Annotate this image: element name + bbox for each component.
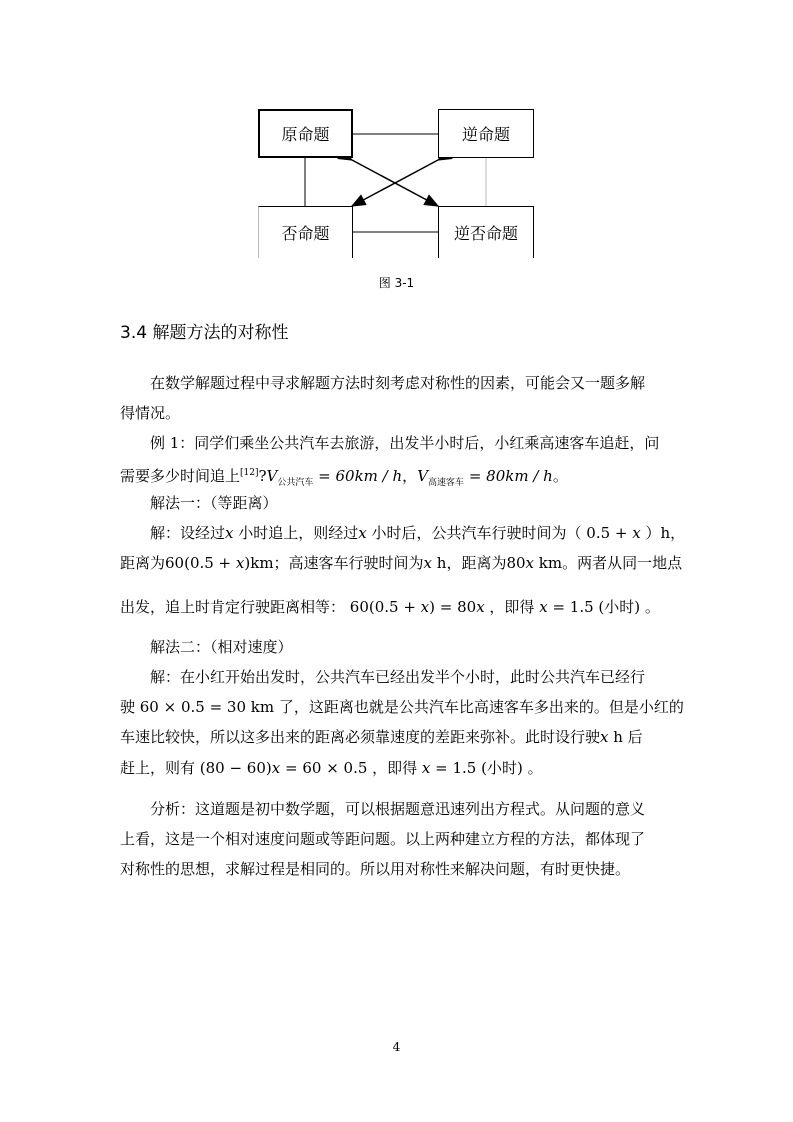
box-inverse-proposition: [258, 206, 353, 258]
method1-line-2: 距离为60(0.5 + x)km；高速客车行驶时间为x h，距离为80x km。两者从同一地点: [120, 554, 683, 572]
express-speed: = 80km / h: [464, 467, 553, 485]
page-number: 4: [392, 1040, 401, 1054]
example-line-2: 需要多少时间追上$[12]?V_{公共汽车} = 60km / h$，$V_{高速客车} = 80km / h$。: [120, 467, 568, 488]
box-inverse-label: 否命题: [281, 224, 330, 243]
box-converse-label: 逆命题: [461, 125, 510, 144]
method2-line-2: 驶 60 × 0.5 = 30 km 了，这距离也就是公共汽车比高速客车多出来的。但是小红的: [120, 698, 684, 716]
figure-caption: 图 3-1: [378, 276, 415, 290]
analysis-line-2: 上看，这是一个相对速度问题或等距问题。以上两种建立方程的方法，都体现了: [120, 830, 646, 848]
box-converse-proposition: [438, 109, 534, 158]
method2-title: 解法二：（相对速度）: [150, 638, 293, 656]
method1-title: 解法一：（等距离）: [150, 494, 278, 512]
citation-ref: [12]: [240, 468, 259, 478]
method2-line-3: 车速比较快，所以这多出来的距离必须靠速度的差距来弥补。此时设行驶x h 后: [120, 728, 643, 746]
intro-line-1: 在数学解题过程中寻求解题方法时刻考虑对称性的因素，可能会又一题多解: [150, 374, 646, 392]
diagram-connectors: [0, 0, 793, 300]
box-contrapositive-proposition: [438, 206, 534, 258]
box-original-proposition: [258, 109, 353, 158]
box-contrapositive-label: 逆否命题: [453, 224, 518, 243]
method2-line-4: 赶上，则有 (80 − 60)x = 60 × 0.5 ，即得 x = 1.5 (小时) 。: [120, 759, 543, 777]
intro-line-2: 得情况。: [120, 404, 181, 422]
bus-speed: = 60km / h: [313, 467, 403, 485]
section-heading: 3.4 解题方法的对称性: [120, 323, 289, 343]
method2-line-1: 解：在小红开始出发时，公共汽车已经出发半个小时，此时公共汽车已经行: [150, 668, 646, 686]
analysis-line-1: 分析：这道题是初中数学题，可以根据题意迅速列出方程式。从问题的意义: [150, 800, 646, 818]
example-line-1: 例 1：同学们乘坐公共汽车去旅游，出发半小时后，小红乘高速客车追赶，问: [150, 434, 660, 452]
method1-line-3: 出发，追上时肯定行驶距离相等： 60(0.5 + x) = 80x ，即得 x = 1.5 (小时) 。: [120, 598, 660, 616]
box-original-label: 原命题: [281, 125, 330, 144]
method1-line-1: 解：设经过x 小时追上，则经过x 小时后，公共汽车行驶时间为（ 0.5 + x ）h，: [150, 524, 686, 542]
analysis-line-3: 对称性的思想，求解过程是相同的。所以用对称性来解决问题，有时更快捷。: [120, 860, 631, 878]
